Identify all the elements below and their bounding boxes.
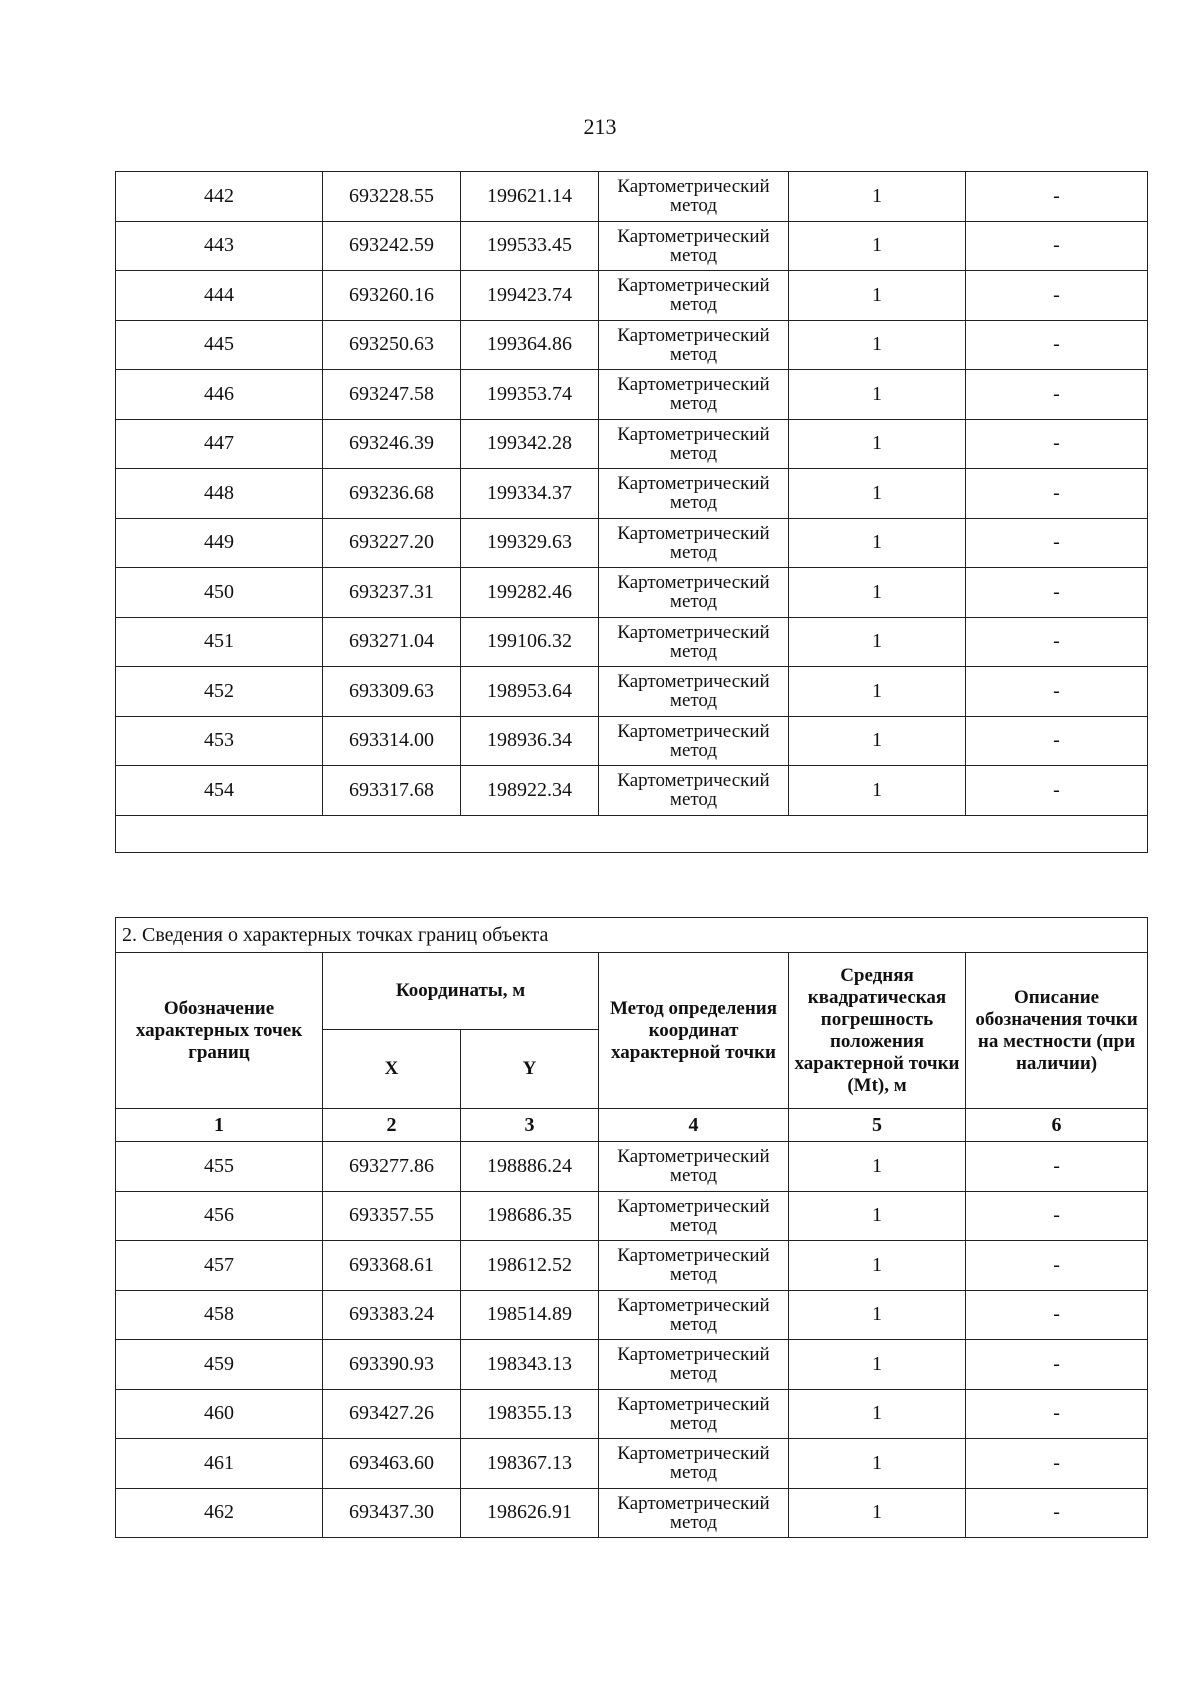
point-id-cell: 461 (116, 1439, 323, 1489)
method-cell: Картометрический метод (599, 1389, 789, 1439)
y-coordinate-cell: 199329.63 (461, 518, 599, 568)
table-row (116, 1340, 1148, 1390)
x-coordinate-cell: 693390.93 (323, 1340, 461, 1390)
x-coordinate-cell: 693383.24 (323, 1290, 461, 1340)
description-cell: - (966, 1488, 1148, 1538)
error-cell: 1 (789, 568, 966, 618)
error-cell: 1 (789, 370, 966, 420)
point-id-cell: 459 (116, 1340, 323, 1390)
y-coordinate-cell: 199423.74 (461, 271, 599, 321)
x-coordinate-cell: 693427.26 (323, 1389, 461, 1439)
description-cell: - (966, 568, 1148, 618)
method-cell: Картометрический метод (599, 1241, 789, 1291)
column-number: 3 (461, 1109, 599, 1142)
error-cell: 1 (789, 172, 966, 222)
table-row (116, 320, 1148, 370)
y-coordinate-cell: 198355.13 (461, 1389, 599, 1439)
table-row (116, 370, 1148, 420)
empty-row (116, 815, 1148, 852)
y-coordinate-cell: 199342.28 (461, 419, 599, 469)
description-cell: - (966, 469, 1148, 519)
x-coordinate-cell: 693236.68 (323, 469, 461, 519)
description-cell: - (966, 370, 1148, 420)
method-cell: Картометрический метод (599, 419, 789, 469)
page-number: 213 (583, 114, 617, 139)
description-cell: - (966, 766, 1148, 816)
boundary-points-table (115, 917, 1148, 1538)
method-cell: Картометрический метод (599, 1142, 789, 1192)
y-coordinate-cell: 199533.45 (461, 221, 599, 271)
table-row (116, 667, 1148, 717)
table-row (116, 1389, 1148, 1439)
y-coordinate-cell: 198343.13 (461, 1340, 599, 1390)
table-row (116, 221, 1148, 271)
x-coordinate-cell: 693277.86 (323, 1142, 461, 1192)
y-coordinate-cell: 198514.89 (461, 1290, 599, 1340)
error-cell: 1 (789, 1488, 966, 1538)
y-coordinate-cell: 198612.52 (461, 1241, 599, 1291)
error-cell: 1 (789, 271, 966, 321)
y-coordinate-cell: 198922.34 (461, 766, 599, 816)
column-number: 2 (323, 1109, 461, 1142)
y-coordinate-cell: 199353.74 (461, 370, 599, 420)
method-cell: Картометрический метод (599, 1191, 789, 1241)
header-error: Средняя квадратическая погрешность положения характерной точки (Mt), м (789, 953, 966, 1109)
error-cell: 1 (789, 469, 966, 519)
description-cell: - (966, 716, 1148, 766)
method-cell: Картометрический метод (599, 716, 789, 766)
error-cell: 1 (789, 1241, 966, 1291)
description-cell: - (966, 1389, 1148, 1439)
table-row (116, 1439, 1148, 1489)
x-coordinate-cell: 693463.60 (323, 1439, 461, 1489)
error-cell: 1 (789, 766, 966, 816)
method-cell: Картометрический метод (599, 766, 789, 816)
error-cell: 1 (789, 1439, 966, 1489)
description-cell: - (966, 1439, 1148, 1489)
method-cell: Картометрический метод (599, 568, 789, 618)
error-cell: 1 (789, 617, 966, 667)
error-cell: 1 (789, 419, 966, 469)
y-coordinate-cell: 198936.34 (461, 716, 599, 766)
header-designation: Обозначение характерных точек границ (116, 953, 323, 1109)
description-cell: - (966, 1290, 1148, 1340)
header-x: X (323, 1030, 461, 1109)
method-cell: Картометрический метод (599, 172, 789, 222)
description-cell: - (966, 221, 1148, 271)
y-coordinate-cell: 198367.13 (461, 1439, 599, 1489)
method-cell: Картометрический метод (599, 1340, 789, 1390)
table-row (116, 419, 1148, 469)
table-caption: 2. Сведения о характерных точках границ объекта (116, 918, 1148, 953)
y-coordinate-cell: 198886.24 (461, 1142, 599, 1192)
description-cell: - (966, 1142, 1148, 1192)
point-id-cell: 449 (116, 518, 323, 568)
empty-cell (116, 815, 1148, 852)
description-cell: - (966, 320, 1148, 370)
y-coordinate-cell: 199282.46 (461, 568, 599, 618)
y-coordinate-cell: 199364.86 (461, 320, 599, 370)
x-coordinate-cell: 693250.63 (323, 320, 461, 370)
y-coordinate-cell: 198953.64 (461, 667, 599, 717)
x-coordinate-cell: 693242.59 (323, 221, 461, 271)
description-cell: - (966, 271, 1148, 321)
y-coordinate-cell: 199106.32 (461, 617, 599, 667)
y-coordinate-cell: 199621.14 (461, 172, 599, 222)
x-coordinate-cell: 693227.20 (323, 518, 461, 568)
column-number: 1 (116, 1109, 323, 1142)
error-cell: 1 (789, 518, 966, 568)
column-number: 4 (599, 1109, 789, 1142)
point-id-cell: 454 (116, 766, 323, 816)
table-row (116, 469, 1148, 519)
point-id-cell: 448 (116, 469, 323, 519)
table-row (116, 766, 1148, 816)
description-cell: - (966, 667, 1148, 717)
table-row (116, 1488, 1148, 1538)
method-cell: Картометрический метод (599, 221, 789, 271)
coordinates-table-continued (115, 171, 1148, 853)
error-cell: 1 (789, 716, 966, 766)
point-id-cell: 453 (116, 716, 323, 766)
x-coordinate-cell: 693309.63 (323, 667, 461, 717)
header-coordinates: Координаты, м (323, 953, 599, 1030)
x-coordinate-cell: 693228.55 (323, 172, 461, 222)
table-row (116, 172, 1148, 222)
x-coordinate-cell: 693317.68 (323, 766, 461, 816)
description-cell: - (966, 1340, 1148, 1390)
header-method: Метод определения координат характерной точки (599, 953, 789, 1109)
point-id-cell: 450 (116, 568, 323, 618)
table-row (116, 1191, 1148, 1241)
method-cell: Картометрический метод (599, 370, 789, 420)
x-coordinate-cell: 693314.00 (323, 716, 461, 766)
description-cell: - (966, 172, 1148, 222)
point-id-cell: 458 (116, 1290, 323, 1340)
description-cell: - (966, 1191, 1148, 1241)
point-id-cell: 443 (116, 221, 323, 271)
point-id-cell: 444 (116, 271, 323, 321)
point-id-cell: 442 (116, 172, 323, 222)
column-number: 5 (789, 1109, 966, 1142)
method-cell: Картометрический метод (599, 518, 789, 568)
error-cell: 1 (789, 221, 966, 271)
table-row (116, 1142, 1148, 1192)
error-cell: 1 (789, 1389, 966, 1439)
x-coordinate-cell: 693260.16 (323, 271, 461, 321)
method-cell: Картометрический метод (599, 1488, 789, 1538)
table-row (116, 1241, 1148, 1291)
table-row (116, 716, 1148, 766)
description-cell: - (966, 617, 1148, 667)
table-body (116, 1142, 1148, 1538)
point-id-cell: 457 (116, 1241, 323, 1291)
table-body (116, 172, 1148, 816)
point-id-cell: 445 (116, 320, 323, 370)
table-row (116, 617, 1148, 667)
x-coordinate-cell: 693247.58 (323, 370, 461, 420)
point-id-cell: 446 (116, 370, 323, 420)
x-coordinate-cell: 693357.55 (323, 1191, 461, 1241)
method-cell: Картометрический метод (599, 320, 789, 370)
method-cell: Картометрический метод (599, 667, 789, 717)
description-cell: - (966, 419, 1148, 469)
description-cell: - (966, 518, 1148, 568)
point-id-cell: 456 (116, 1191, 323, 1241)
point-id-cell: 447 (116, 419, 323, 469)
method-cell: Картометрический метод (599, 271, 789, 321)
column-number: 6 (966, 1109, 1148, 1142)
table-row (116, 271, 1148, 321)
y-coordinate-cell: 198686.35 (461, 1191, 599, 1241)
x-coordinate-cell: 693271.04 (323, 617, 461, 667)
x-coordinate-cell: 693437.30 (323, 1488, 461, 1538)
table-row (116, 568, 1148, 618)
x-coordinate-cell: 693246.39 (323, 419, 461, 469)
method-cell: Картометрический метод (599, 1439, 789, 1489)
method-cell: Картометрический метод (599, 469, 789, 519)
header-description: Описание обозначения точки на местности (при наличии) (966, 953, 1148, 1109)
point-id-cell: 455 (116, 1142, 323, 1192)
error-cell: 1 (789, 1290, 966, 1340)
header-y: Y (461, 1030, 599, 1109)
description-cell: - (966, 1241, 1148, 1291)
error-cell: 1 (789, 320, 966, 370)
error-cell: 1 (789, 1340, 966, 1390)
method-cell: Картометрический метод (599, 1290, 789, 1340)
x-coordinate-cell: 693237.31 (323, 568, 461, 618)
point-id-cell: 452 (116, 667, 323, 717)
method-cell: Картометрический метод (599, 617, 789, 667)
table-row (116, 518, 1148, 568)
error-cell: 1 (789, 667, 966, 717)
y-coordinate-cell: 198626.91 (461, 1488, 599, 1538)
point-id-cell: 462 (116, 1488, 323, 1538)
point-id-cell: 451 (116, 617, 323, 667)
x-coordinate-cell: 693368.61 (323, 1241, 461, 1291)
error-cell: 1 (789, 1191, 966, 1241)
error-cell: 1 (789, 1142, 966, 1192)
y-coordinate-cell: 199334.37 (461, 469, 599, 519)
table-row (116, 1290, 1148, 1340)
point-id-cell: 460 (116, 1389, 323, 1439)
